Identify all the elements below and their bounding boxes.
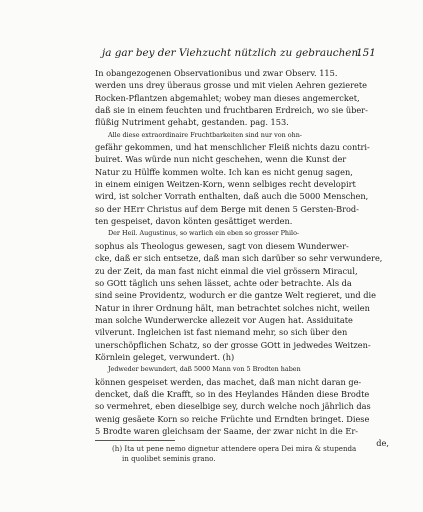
footnote-line: (h) Ita ut pene nemo dignetur attendere opera Dei mira & stupenda <box>112 444 357 453</box>
body-line: in einem einigen Weitzen-Korn, wenn selbiges recht developirt <box>95 179 356 190</box>
body-line: Natur in ihrer Ordnung hält, man betrachtet solches nicht, weilen <box>95 302 370 313</box>
body-line: werden uns drey überaus grosse und mit vielen Aehren gezierete <box>95 80 367 91</box>
body-line: ten gespeiset, davon könten gesättiget werden. <box>95 216 293 227</box>
footnote-rule <box>95 440 175 441</box>
body-line: Jedweder bewundert, daß 5000 Mann von 5 Brodten haben <box>108 365 301 374</box>
body-line: so der HErr Christus auf dem Berge mit denen 5 Gersten-Brod- <box>95 203 359 214</box>
body-line: sind seine Providentz, wodurch er die gantze Welt regieret, und die <box>95 290 376 301</box>
body-line: gefähr gekommen, und hat menschlicher Fleiß nichts dazu contri- <box>95 142 370 153</box>
body-line: so GOtt täglich uns sehen lässet, achte oder betrachte. Als da <box>95 277 352 288</box>
body-line: Der Heil. Augustinus, so warlich ein eben so grosser Philo- <box>108 229 300 238</box>
body-line: wird, ist solcher Vorrath enthalten, daß auch die 5000 Menschen, <box>95 191 369 202</box>
footnote-line: in quolibet seminis grano. <box>122 454 216 463</box>
footnote <box>112 444 382 464</box>
body-line: buiret. Was würde nun nicht geschehen, wenn die Kunst der <box>95 154 347 165</box>
body-line: Rocken-Pflantzen abgemahlet; wobey man dieses angemercket, <box>95 92 360 103</box>
running-title: ja gar bey der Viehzucht nützlich zu gebrauchen. <box>102 47 362 59</box>
body-line: daß sie in einem feuchten und fruchtbaren Erdreich, wo sie über- <box>95 105 368 116</box>
body-line: Alle diese extraordinaire Fruchtbarkeiten sind nur von ohn- <box>108 130 302 139</box>
body-line: flüßig Nutriment gehabt, gestanden. pag. 153. <box>95 117 289 128</box>
body-line: Körnlein geleget, verwundert. (h) <box>95 351 235 362</box>
body-line: können gespeiset werden, das machet, daß man nicht daran ge- <box>95 376 362 387</box>
body-line: unerschöpflichen Schatz, so der grosse GOtt in jedwedes Weitzen- <box>95 339 371 350</box>
body-line: sophus als Theologus gewesen, sagt von diesem Wunderwer- <box>95 240 349 251</box>
body-line: zu der Zeit, da man fast nicht einmal die viel grössern Miracul, <box>95 265 358 276</box>
body-line: Natur zu Hülffe kommen wolte. Ich kan es nicht genug sagen, <box>95 166 353 177</box>
body-line: so vermehret, eben dieselbige sey, durch welche noch jährlich das <box>95 401 371 412</box>
catchword: de, <box>376 438 389 449</box>
body-text <box>95 67 395 450</box>
body-line: In obangezogenen Observationibus und zwar Observ. 115. <box>95 68 338 78</box>
body-line: wenig gesäete Korn so reiche Früchte und Erndten bringet. Diese <box>95 413 370 424</box>
body-line: dencket, daß die Krafft, so in des Heylandes Händen diese Brodte <box>95 388 370 399</box>
body-line: cke, daß er sich entsetze, daß man sich darüber so sehr verwundere, <box>95 253 383 264</box>
body-line: man solche Wunderwercke allezeit vor Augen hat. Assiduitate <box>95 314 353 325</box>
body-line: 5 Brodte waren gleichsam der Saame, der zwar nicht in die Er- <box>95 425 359 436</box>
body-line: vilverunt. Ingleichen ist fast niemand mehr, so sich über den <box>95 327 348 338</box>
page-number: 151 <box>356 47 376 59</box>
